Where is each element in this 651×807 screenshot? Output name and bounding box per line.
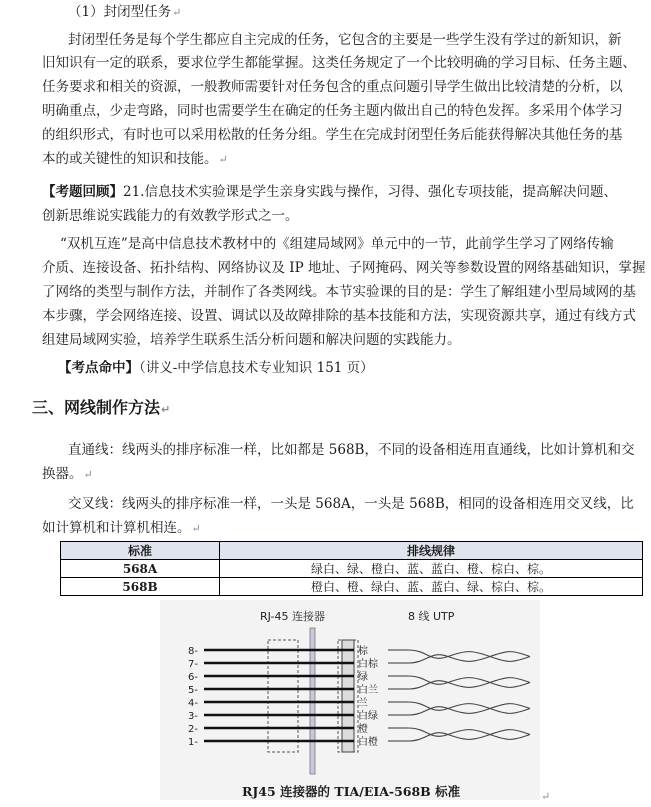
connector-housing xyxy=(268,640,298,752)
straight-cable-line-1: 直通线：线两头的排序标准一样，比如都是 568B，不同的设备相连用直通线，比如计算机和交 xyxy=(68,442,635,458)
rj45-diagram-svg xyxy=(160,600,540,800)
closed-task-line-1: 封闭型任务是每个学生都应自主完成的任务，它包含的主要是一些学生没有学过的新知识，新 xyxy=(68,32,622,48)
closed-task-line-3: 任务要求和相关的资源，一般教师需要针对任务包含的重点问题引导学生做出比较清楚的分析，以 xyxy=(42,79,623,95)
header-standard: 标准 xyxy=(61,542,220,560)
closed-task-line-2: 旧知识有一定的联系，要求位学生都能掌握。这类任务规定了一个比较明确的学习目标、任务主题、 xyxy=(42,55,636,71)
standards-table xyxy=(60,541,643,596)
dual-machine-line-5: 组建局域网实验，培养学生联系生活分析问题和解决问题的实践能力。 xyxy=(42,332,461,348)
rj45-diagram xyxy=(160,600,540,800)
wire-color-label: 橙 xyxy=(358,724,368,735)
end-mark: ↵ xyxy=(541,790,551,803)
pin-number: 3- xyxy=(188,711,198,722)
header-order: 排线规律 xyxy=(220,542,643,560)
closed-task-line-4: 明确重点，少走弯路，同时也需要学生在确定的任务主题内做出自己的特色发挥。多采用个体学习 xyxy=(42,103,623,119)
dual-machine-line-2: 介质、连接设备、拓扑结构、网络协议及 IP 地址、子网掩码、网关等参数设置的网络基础知识，掌握 xyxy=(42,260,646,276)
dual-machine-line-3: 了网络的类型与制作方法，并制作了各类网线。本节实验课的目的是：学生了解组建小型局域网的基 xyxy=(42,284,636,300)
pin-number: 2- xyxy=(188,724,198,735)
exam-review-label: 【考题回顾】 xyxy=(42,184,123,200)
pin-number: 8- xyxy=(188,646,198,657)
table-header-row xyxy=(61,542,643,560)
wire-color-label: 兰 xyxy=(358,698,368,709)
exam-review-line-2: 创新思维说实践能力的有效教学形式之一。 xyxy=(42,208,299,224)
diagram-caption: RJ45 连接器的 TIA/EIA-568B 标准 xyxy=(242,784,461,799)
wire-color-label: 绿 xyxy=(358,672,368,683)
cross-cable-line-2: 如计算机和计算机相连。↵ xyxy=(42,520,201,536)
closed-task-heading: （1）封闭型任务↵ xyxy=(68,4,182,20)
dual-machine-line-1: “双机互连”是高中信息技术教材中的《组建局域网》单元中的一节，此前学生学习了网络传输 xyxy=(60,236,614,252)
wire-group xyxy=(188,644,530,748)
row-order: 橙白、橙、绿白、蓝、蓝白、绿、棕白、棕。 xyxy=(220,578,643,596)
straight-cable-line-2: 换器。↵ xyxy=(42,466,93,482)
section-title: 三、网线制作方法↵ xyxy=(32,398,171,417)
cross-cable-line-1: 交叉线：线两头的排序标准一样，一头是 568A，一头是 568B，相同的设备相连用交叉线，比 xyxy=(68,496,634,512)
exam-review-line-1: 【考题回顾】21.信息技术实验课是学生亲身实践与操作，习得、强化专项技能，提高解决问题、 xyxy=(42,184,617,200)
exam-hit-label: 【考点命中】 xyxy=(58,360,139,376)
table-row xyxy=(61,578,643,596)
row-order: 绿白、绿、橙白、蓝、蓝白、橙、棕白、棕。 xyxy=(220,560,643,578)
row-code: 568B xyxy=(61,578,220,596)
closed-task-line-5: 的组织形式，有时也可以采用松散的任务分组。学生在完成封闭型任务后能获得解决其他任务的基 xyxy=(42,127,623,143)
pin-number: 5- xyxy=(188,685,198,696)
pin-number: 6- xyxy=(188,672,198,683)
pin-number: 7- xyxy=(188,659,198,670)
wire-color-label: 白兰 xyxy=(358,685,378,696)
wire-color-label: 白橙 xyxy=(358,737,378,748)
closed-task-line-6: 本的或关键性的知识和技能。↵ xyxy=(42,151,228,167)
wire-color-label: 白棕 xyxy=(358,659,378,670)
wire-color-label: 白绿 xyxy=(358,711,378,722)
pin-number: 1- xyxy=(188,737,198,748)
row-code: 568A xyxy=(61,560,220,578)
table-row xyxy=(61,560,643,578)
wire-color-label: 棕 xyxy=(358,646,368,657)
dual-machine-line-4: 本步骤，学会网络连接、设置、调试以及故障排除的基本技能和方法，实现资源共享，通过有线方式 xyxy=(42,308,636,324)
pin-number: 4- xyxy=(188,698,198,709)
exam-hit: 【考点命中】（讲义-中学信息技术专业知识 151 页） xyxy=(58,360,374,376)
connector-label: RJ-45 连接器 xyxy=(260,610,325,623)
contact-block xyxy=(342,640,354,752)
utp-label: 8 线 UTP xyxy=(408,610,455,623)
